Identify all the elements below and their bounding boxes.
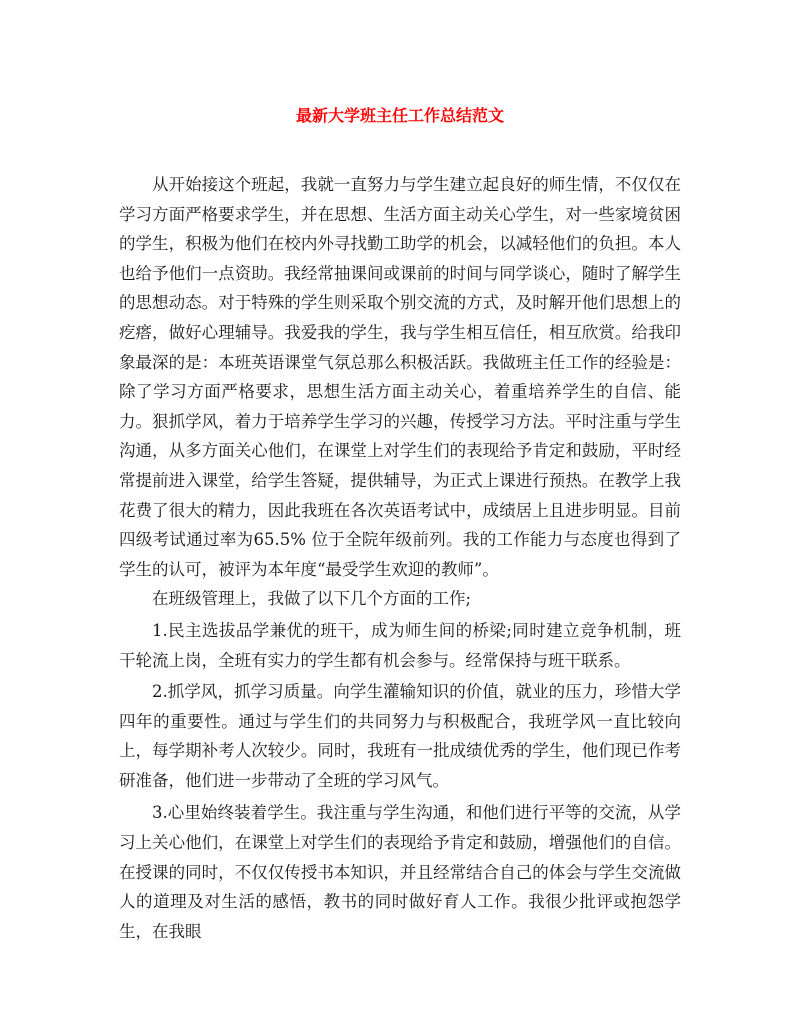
paragraph-2: 在班级管理上，我做了以下几个方面的工作; bbox=[152, 589, 472, 609]
document-body bbox=[119, 170, 681, 949]
page-title: 最新大学班主任工作总结范文 bbox=[295, 106, 504, 125]
paragraph-3: 1.民主选拔品学兼优的班干，成为师生间的桥梁;同时建立竞争机制，班干轮流上岗，全班有实力的学生都有机会参与。经常保持与班干联系。 bbox=[119, 620, 681, 670]
paragraph-1: 从开始接这个班起，我就一直努力与学生建立起良好的师生情，不仅仅在学习方面严格要求学生，并在思想、生活方面主动关心学生，对一些家境贫困的学生，积极为他们在校内外寻找勤工助学的机会，以减轻他们的负担。本人也给予他们一点资助。我经常抽课间或课前的时间与同学谈心，随时了解学生的思想动态。对于特殊的学生则采取个别交流的方式，及时解开他们思想上的疙瘩，做好心理辅导。我爱我的学生，我与学生相互信任，相互欣赏。给我印象最深的是：本班英语课堂气氛总那么积极活跃。我做班主任工作的经验是：除了学习方面严格要求，思想生活方面主动关心，着重培养学生的自信、能力。狠抓学风，着力于培养学生学习的兴趣，传授学习方法。平时注重与学生沟通，从多方面关心他们，在课堂上对学生们的表现给予肯定和鼓励，平时经常提前进入课堂，给学生答疑，提供辅导，为正式上课进行预热。在教学上我花费了很大的精力，因此我班在各次英语考试中，成绩居上且进步明显。目前四级考试通过率为65.5% 位于全院年级前列。我的工作能力与态度也得到了学生的认可，被评为本年度“最受学生欢迎的教师”。 bbox=[119, 175, 681, 579]
paragraph-4: 2.抓学风，抓学习质量。向学生灌输知识的价值，就业的压力，珍惜大学四年的重要性。通过与学生们的共同努力与积极配合，我班学风一直比较向上，每学期补考人次较少。同时，我班有一批成绩优秀的学生，他们现已作考研准备，他们进一步带动了全班的学习风气。 bbox=[119, 682, 681, 790]
paragraph-5: 3.心里始终装着学生。我注重与学生沟通，和他们进行平等的交流，从学习上关心他们，在课堂上对学生们的表现给予肯定和鼓励，增强他们的自信。在授课的同时，不仅仅传授书本知识，并且经常结合自己的体会与学生交流做人的道理及对生活的感悟，教书的同时做好育人工作。我很少批评或抱怨学生，在我眼 bbox=[119, 803, 681, 941]
